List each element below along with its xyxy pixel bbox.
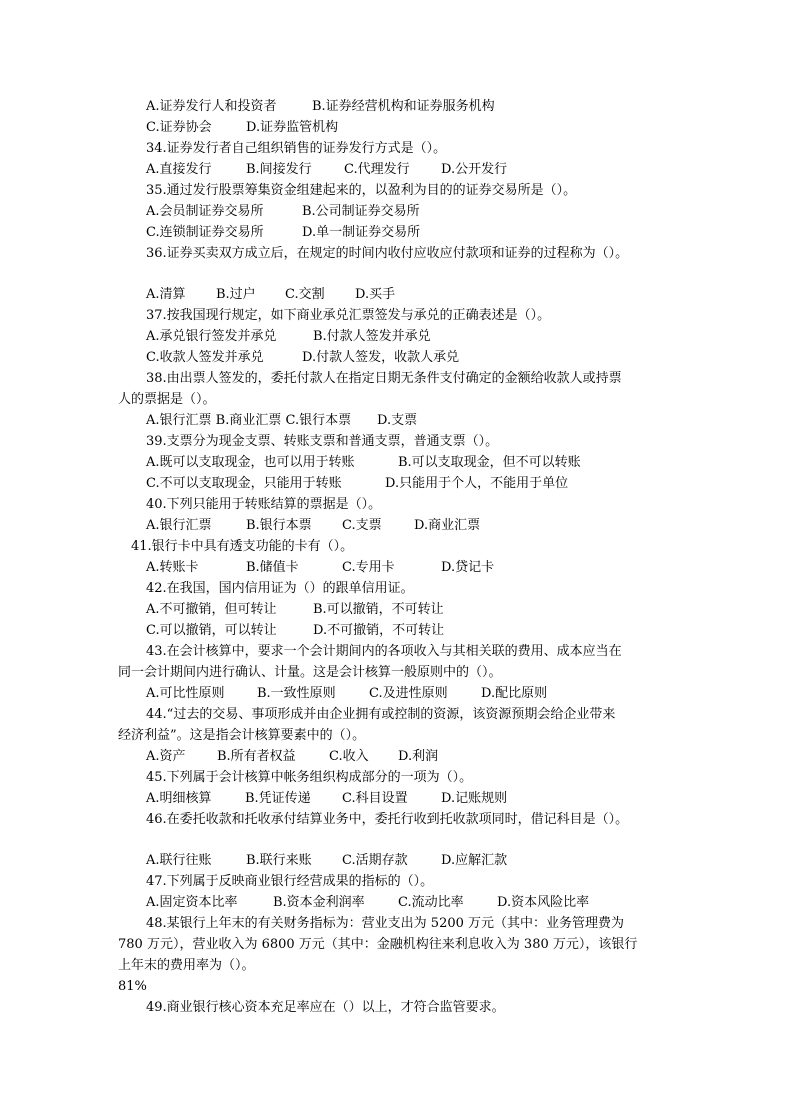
- answer-option: A.直接发行: [146, 162, 212, 177]
- answer-option: C.专用卡: [342, 560, 395, 575]
- answer-option: D.买手: [355, 287, 396, 302]
- answer-option: C.流动比率: [398, 895, 464, 910]
- answer-option: B.公司制证券交易所: [302, 204, 420, 219]
- answer-option: D.公开发行: [441, 162, 508, 177]
- question-text: 34.证券发行者自己组织销售的证券发行方式是（）。: [146, 141, 447, 156]
- answer-option: B.资本金利润率: [273, 895, 365, 910]
- answer-option: B.过户: [216, 287, 256, 302]
- answer-option: A.联行往账: [146, 853, 212, 868]
- answer-option: A.会员制证券交易所: [146, 204, 264, 219]
- answer-option: D.配比原则: [481, 686, 548, 701]
- question-text: 43.在会计核算中，要求一个会计期间内的各项收入与其相关联的费用、成本应当在: [146, 644, 622, 659]
- answer-option: A.固定资本比率: [146, 895, 238, 910]
- answer-option: D.应解汇款: [441, 853, 508, 868]
- answer-option: A.承兑银行签发并承兑: [146, 329, 277, 344]
- question-text: 780 万元），营业收入为 6800 万元（其中：金融机构往来利息收入为 380 万元），该银行: [118, 937, 638, 952]
- answer-option: D.商业汇票: [414, 518, 481, 533]
- answer-option: B.证券经营机构和证券服务机构: [312, 99, 495, 114]
- question-text: 40.下列只能用于转账结算的票据是（）。: [146, 497, 382, 512]
- answer-option: D.支票: [377, 413, 418, 428]
- answer-option: B.凭证传递: [245, 791, 311, 806]
- question-text: 42.在我国，国内信用证为（）的跟单信用证。: [146, 581, 414, 596]
- answer-option: A.不可撤销，但可转让: [146, 602, 277, 617]
- answer-option: B.联行来账: [246, 853, 312, 868]
- answer-option: D.单一制证券交易所: [302, 225, 421, 240]
- answer-option: B.付款人签发并承兑: [313, 329, 431, 344]
- answer-option: D.只能用于个人，不能用于单位: [385, 476, 569, 491]
- answer-option: C.连锁制证券交易所: [146, 225, 264, 240]
- answer-option: D.不可撤销，不可转让: [313, 623, 445, 638]
- answer-option: D.利润: [398, 749, 439, 764]
- answer-option: D.贷记卡: [441, 560, 495, 575]
- answer-option: A.银行汇票 B.商业汇票 C.银行本票: [146, 413, 352, 428]
- answer-option: C.科目设置: [342, 791, 408, 806]
- answer-option: C.活期存款: [342, 853, 408, 868]
- answer-option: B.一致性原则: [257, 686, 336, 701]
- question-text: 49.商业银行核心资本充足率应在（）以上，才符合监管要求。: [146, 1000, 505, 1015]
- question-text: 46.在委托收款和托收承付结算业务中，委托行收到托收款项同时，借记科目是（）。: [146, 812, 629, 827]
- question-text: 35.通过发行股票筹集资金组建起来的，以盈利为目的的证券交易所是（）。: [146, 183, 577, 198]
- question-text: 39.支票分为现金支票、转账支票和普通支票，普通支票（）。: [146, 434, 499, 449]
- answer-option: C.证券协会: [146, 120, 212, 135]
- answer-option: A.资产: [146, 749, 186, 764]
- question-text: 41.银行卡中具有透支功能的卡有（）。: [131, 539, 354, 554]
- answer-option: B.可以撤销，不可转让: [313, 602, 444, 617]
- answer-option: A.既可以支取现金，也可以用于转账: [146, 455, 355, 470]
- answer-option: C.收款人签发并承兑: [146, 350, 264, 365]
- answer-option: B.银行本票: [246, 518, 312, 533]
- answer-option: C.支票: [342, 518, 382, 533]
- answer-option: B.间接发行: [246, 162, 312, 177]
- answer-option: B.储值卡: [246, 560, 299, 575]
- answer-option: C.代理发行: [344, 162, 410, 177]
- question-text: 37.按我国现行规定，如下商业承兑汇票签发与承兑的正确表述是（）。: [146, 308, 551, 323]
- question-text: 47.下列属于反映商业银行经营成果的指标的（）。: [146, 874, 434, 889]
- question-text: 经济利益”。这是指会计核算要素中的（）。: [118, 728, 366, 743]
- question-text: 48.某银行上年末的有关财务指标为：营业支出为 5200 万元（其中：业务管理费为: [146, 916, 625, 931]
- answer-option: D.记账规则: [441, 791, 508, 806]
- question-text: 36.证券买卖双方成立后，在规定的时间内收付应收应付款项和证券的过程称为（）。: [146, 246, 629, 261]
- question-text: 38.由出票人签发的，委托付款人在指定日期无条件支付确定的金额给收款人或持票: [146, 371, 622, 386]
- answer-option: C.收入: [329, 749, 369, 764]
- question-text: 上年末的费用率为（）。: [118, 958, 255, 973]
- answer-option: D.资本风险比率: [497, 895, 590, 910]
- answer-option: C.可以撤销，可以转让: [146, 623, 277, 638]
- answer-option: A.明细核算: [146, 791, 212, 806]
- answer-option: C.及进性原则: [369, 686, 448, 701]
- question-text: 45.下列属于会计核算中帐务组织构成部分的一项为（）。: [146, 770, 473, 785]
- answer-option: D.付款人签发，收款人承兑: [302, 350, 460, 365]
- answer-option: C.交割: [285, 287, 325, 302]
- answer-option: A.银行汇票: [146, 518, 212, 533]
- question-text: 同一会计期间内进行确认、计量。这是会计核算一般原则中的（）。: [118, 665, 502, 680]
- answer-option: A.证券发行人和投资者: [146, 99, 277, 114]
- answer-option: C.不可以支取现金，只能用于转账: [146, 476, 342, 491]
- answer-option: A.转账卡: [146, 560, 199, 575]
- question-text: 81%: [118, 979, 147, 994]
- answer-option: B.所有者权益: [217, 749, 296, 764]
- answer-option: A.清算: [146, 287, 186, 302]
- answer-option: B.可以支取现金，但不可以转账: [398, 455, 581, 470]
- question-text: 人的票据是（）。: [118, 392, 216, 407]
- answer-option: A.可比性原则: [146, 686, 225, 701]
- answer-option: D.证券监管机构: [246, 120, 339, 135]
- question-text: 44.“过去的交易、事项形成并由企业拥有或控制的资源，该资源预期会给企业带来: [146, 707, 616, 722]
